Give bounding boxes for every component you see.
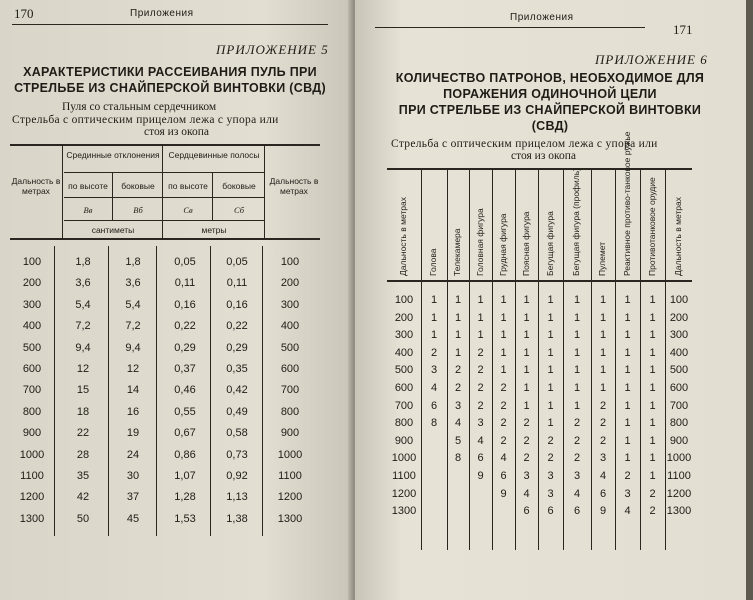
table-cell: 1100 <box>667 470 691 482</box>
column-divider <box>54 246 55 536</box>
table-cell: 800 <box>394 417 414 430</box>
table-cell: 2 <box>500 399 507 412</box>
column-header: Реактивное противо-танковое ружье <box>621 131 632 276</box>
table-cell: 2 <box>500 434 507 447</box>
table-cell: 800 <box>669 417 689 430</box>
table-cell: 1 <box>573 311 581 324</box>
table-cell: 600 <box>22 363 42 375</box>
table-cell: 2 <box>454 382 462 394</box>
table-cell: 0,37 <box>174 363 196 375</box>
column-divider <box>108 246 109 536</box>
table-cell: 1200 <box>19 491 45 504</box>
table-cell: 0,11 <box>226 277 248 290</box>
table-cell: 1 <box>477 294 484 306</box>
symbol-text: Вб <box>133 205 143 215</box>
table-cell: 400 <box>394 346 414 359</box>
table-cell: 1000 <box>391 452 417 465</box>
table-cell: 900 <box>669 434 689 447</box>
table-cell: 1100 <box>278 470 302 482</box>
table-cell: 0,16 <box>226 298 248 311</box>
column-header: Грудная фигура <box>497 213 508 276</box>
table-cell: 2 <box>477 382 484 394</box>
table-cell: 1 <box>547 346 554 359</box>
subtitle-line: Стрельба с оптическим прицелом лежа с упора или <box>12 114 279 126</box>
table-cell: 300 <box>280 298 300 311</box>
header-rule <box>12 24 328 25</box>
table-cell: 0,55 <box>174 405 196 418</box>
table-cell: 100 <box>669 294 689 306</box>
table-cell: 1,07 <box>174 470 196 482</box>
table-cell: 1 <box>454 294 462 306</box>
page-edge <box>746 0 753 600</box>
column-header: Бегущая фигура <box>544 211 555 276</box>
title-line: (СВД) <box>531 119 569 133</box>
table-cell: 1300 <box>666 505 692 518</box>
table-cell: 42 <box>76 491 90 504</box>
table-cell: 1 <box>547 311 554 324</box>
table-cell: 1,13 <box>226 491 248 504</box>
table-cell: 1 <box>454 346 462 359</box>
table-cell: 4 <box>624 505 631 518</box>
table-cell: 1100 <box>392 470 416 482</box>
table-cell: 2 <box>573 434 581 447</box>
table-cell: 35 <box>76 470 90 482</box>
table-title <box>10 64 330 96</box>
column-header: Головная фигура <box>474 208 485 276</box>
table-cell: 1 <box>573 399 581 412</box>
table-cell: 9 <box>477 470 484 482</box>
table-cell: 4 <box>573 487 581 500</box>
header-rule <box>375 27 645 28</box>
table-cell: 37 <box>126 491 140 504</box>
symbol-text: Вв <box>83 205 93 215</box>
table-cell: 800 <box>22 405 42 418</box>
table-cell: 400 <box>669 346 689 359</box>
table-cell: 1 <box>477 311 484 324</box>
table-cell: 700 <box>280 384 300 397</box>
header-range-right: Дальность в метрах <box>269 176 319 196</box>
table-cell: 1,28 <box>174 491 196 504</box>
table-cell: 5 <box>454 434 462 447</box>
appendix-label: ПРИЛОЖЕНИЕ 5 <box>216 42 329 57</box>
column-divider <box>469 170 470 550</box>
header-median: Срединные отклонения <box>66 150 160 160</box>
column-divider <box>162 146 163 238</box>
table-cell: 0,49 <box>226 405 248 418</box>
table-cell: 7,2 <box>125 320 141 333</box>
table-cell: 3 <box>547 487 554 500</box>
table-cell: 600 <box>394 382 414 394</box>
table-cell: 8 <box>454 452 462 465</box>
table-cell: 0,35 <box>226 363 248 375</box>
table-cell: 100 <box>22 256 42 268</box>
running-head: Приложения <box>510 12 574 23</box>
table-cell: 500 <box>394 364 414 377</box>
table-cell: 500 <box>22 341 42 354</box>
table-cell: 0,42 <box>226 384 248 397</box>
table-cell: 7,2 <box>75 320 91 333</box>
table-cell: 1 <box>649 434 656 447</box>
table-cell: 0,22 <box>226 320 248 333</box>
table-cell: 2 <box>430 346 438 359</box>
left-page <box>0 0 352 600</box>
table-cell: 1300 <box>19 512 45 525</box>
header-side: боковые <box>121 181 155 191</box>
table-cell: 400 <box>280 320 300 333</box>
table-cell: 1 <box>624 434 631 447</box>
column-divider <box>156 246 157 536</box>
table-cell: 0,58 <box>226 427 248 440</box>
symbol-vb <box>114 205 162 215</box>
table-cell: 1 <box>649 311 656 324</box>
table-cell: 1 <box>649 346 656 359</box>
table-cell: 1 <box>624 364 631 377</box>
table-cell: 900 <box>394 434 414 447</box>
table-cell: 4 <box>430 382 438 394</box>
table-cell: 6 <box>430 399 438 412</box>
table-cell: 45 <box>126 512 140 525</box>
subtitle-line: Пуля со стальным сердечником <box>62 101 217 113</box>
column-divider <box>112 172 113 220</box>
table-cell: 1,8 <box>125 256 141 268</box>
table-cell: 1 <box>649 452 656 465</box>
table-cell: 1 <box>454 329 462 342</box>
table-top-rule <box>10 144 320 146</box>
table-cell: 1 <box>599 364 607 377</box>
table-cell: 1 <box>599 311 607 324</box>
column-header: Дальность в метрах <box>398 197 408 276</box>
header-rule <box>64 172 264 173</box>
table-cell: 6 <box>599 487 607 500</box>
header-bottom-rule <box>10 238 320 240</box>
header-rule <box>64 220 264 221</box>
page-number: 171 <box>673 22 693 37</box>
table-cell: 1 <box>523 346 530 359</box>
table-cell: 0,92 <box>226 470 248 482</box>
table-cell: 1 <box>477 329 484 342</box>
header-side: боковые <box>222 181 256 191</box>
table-cell: 1200 <box>391 487 417 500</box>
table-cell: 200 <box>280 277 300 290</box>
table-cell: 3,6 <box>75 277 91 290</box>
table-cell: 0,46 <box>174 384 196 397</box>
table-cell: 400 <box>22 320 42 333</box>
table-cell: 1 <box>523 382 530 394</box>
table-cell: 2 <box>599 399 607 412</box>
column-header: Пулемет <box>597 241 607 276</box>
table-cell: 9,4 <box>125 341 141 354</box>
table-cell: 1 <box>649 329 656 342</box>
header-height: по высоте <box>68 181 108 191</box>
table-cell: 5,4 <box>75 298 91 311</box>
table-cell: 12 <box>76 363 90 375</box>
table-cell: 1 <box>547 399 554 412</box>
table-cell: 700 <box>669 399 689 412</box>
table-cell: 2 <box>573 417 581 430</box>
table-cell: 1 <box>624 311 631 324</box>
table-cell: 4 <box>500 452 507 465</box>
table-cell: 2 <box>477 346 484 359</box>
symbol-cb <box>214 205 264 215</box>
table-cell: 1 <box>573 364 581 377</box>
right-page <box>355 0 748 600</box>
table-cell: 100 <box>280 256 300 268</box>
table-cell: 1 <box>573 329 581 342</box>
table-cell: 700 <box>22 384 42 397</box>
column-divider <box>210 246 211 536</box>
column-header: Бегущая фигура (профиль) <box>571 167 581 276</box>
table-cell: 3 <box>430 364 438 377</box>
table-cell: 2 <box>547 452 554 465</box>
column-divider <box>262 246 263 536</box>
table-cell: 600 <box>669 382 689 394</box>
table-cell: 2 <box>649 505 656 518</box>
header-rule <box>64 197 264 198</box>
table-cell: 1200 <box>666 487 692 500</box>
table-cell: 1 <box>547 364 554 377</box>
column-divider <box>447 170 448 550</box>
column-header: Голова <box>428 248 438 276</box>
title-line: ХАРАКТЕРИСТИКИ РАССЕИВАНИЯ ПУЛЬ ПРИ <box>23 65 317 79</box>
table-cell: 1300 <box>391 505 417 518</box>
table-cell: 1 <box>649 294 656 306</box>
table-cell: 0,86 <box>174 448 196 461</box>
table-cell: 0,67 <box>174 427 196 440</box>
column-header: Поясная фигура <box>520 211 531 276</box>
table-cell: 50 <box>76 512 90 525</box>
table-cell: 6 <box>573 505 581 518</box>
table-cell: 1 <box>430 311 438 324</box>
table-cell: 1 <box>500 329 507 342</box>
table-cell: 1,53 <box>174 512 196 525</box>
table-cell: 3,6 <box>125 277 141 290</box>
table-cell: 3 <box>454 399 462 412</box>
header-bottom-rule <box>387 280 692 282</box>
table-cell: 2 <box>500 417 507 430</box>
table-cell: 0,05 <box>226 256 248 268</box>
table-cell: 1000 <box>277 448 303 461</box>
table-cell: 4 <box>523 487 530 500</box>
table-cell: 2 <box>523 452 530 465</box>
table-cell: 18 <box>76 405 90 418</box>
table-cell: 14 <box>126 384 140 397</box>
unit-cm: сантиметы <box>91 225 135 235</box>
table-cell: 4 <box>477 434 484 447</box>
table-cell: 1 <box>547 382 554 394</box>
table-cell: 1100 <box>20 470 44 482</box>
symbol-cv <box>164 205 212 215</box>
table-title <box>375 70 725 134</box>
table-cell: 2 <box>454 364 462 377</box>
header-height: по высоте <box>168 181 208 191</box>
table-cell: 1 <box>500 364 507 377</box>
title-line: ПРИ СТРЕЛЬБЕ ИЗ СНАЙПЕРСКОЙ ВИНТОВКИ <box>398 103 702 117</box>
table-cell: 3 <box>547 470 554 482</box>
table-cell: 0,29 <box>226 341 248 354</box>
table-cell: 1000 <box>19 448 45 461</box>
table-cell: 2 <box>477 399 484 412</box>
table-cell: 300 <box>669 329 689 342</box>
table-cell: 22 <box>76 427 90 440</box>
table-cell: 1 <box>624 346 631 359</box>
header-core: Сердцевинные полосы <box>168 150 260 160</box>
column-divider <box>421 170 422 550</box>
table-cell: 800 <box>280 405 300 418</box>
table-cell: 28 <box>76 448 90 461</box>
table-cell: 24 <box>126 448 140 461</box>
table-cell: 4 <box>599 470 607 482</box>
table-cell: 1 <box>573 346 581 359</box>
page-number: 170 <box>14 6 34 21</box>
table-cell: 1,8 <box>75 256 91 268</box>
column-divider <box>62 146 63 238</box>
column-header: Телекамера <box>452 228 462 276</box>
column-divider <box>212 172 213 220</box>
header-range: Дальность в метрах <box>11 176 61 196</box>
table-cell: 1 <box>624 399 631 412</box>
table-cell: 3 <box>599 452 607 465</box>
title-line: КОЛИЧЕСТВО ПАТРОНОВ, НЕОБХОДИМОЕ ДЛЯ <box>395 71 705 85</box>
table-cell: 30 <box>126 470 140 482</box>
table-cell: 1 <box>624 382 631 394</box>
table-cell: 0,11 <box>174 277 196 290</box>
table-cell: 200 <box>22 277 42 290</box>
table-cell: 1 <box>430 329 438 342</box>
subtitle-line: стоя из окопа <box>511 150 577 162</box>
unit-m: метры <box>201 225 227 235</box>
table-cell: 2 <box>599 434 607 447</box>
table-top-rule <box>387 168 692 170</box>
table-cell: 9,4 <box>75 341 91 354</box>
table-cell: 1 <box>649 470 656 482</box>
table-cell: 1 <box>523 399 530 412</box>
table-cell: 1 <box>500 311 507 324</box>
table-cell: 3 <box>477 417 484 430</box>
table-cell: 5,4 <box>125 298 141 311</box>
table-cell: 500 <box>669 364 689 377</box>
table-cell: 9 <box>599 505 607 518</box>
table-cell: 6 <box>477 452 484 465</box>
table-cell: 1 <box>454 311 462 324</box>
table-cell: 700 <box>394 399 414 412</box>
table-cell: 1,38 <box>226 512 248 525</box>
table-cell: 2 <box>523 417 530 430</box>
symbol-text: Св <box>183 205 193 215</box>
table-cell: 1 <box>547 294 554 306</box>
table-cell: 2 <box>649 487 656 500</box>
table-cell: 1 <box>523 364 530 377</box>
table-cell: 1200 <box>277 491 303 504</box>
table-cell: 1 <box>624 417 631 430</box>
table-cell: 0,73 <box>226 448 248 461</box>
table-cell: 1 <box>523 311 530 324</box>
running-head: Приложения <box>130 8 194 19</box>
table-cell: 0,05 <box>174 256 196 268</box>
column-header: Противотанковое орудие <box>646 177 657 276</box>
appendix-label: ПРИЛОЖЕНИЕ 6 <box>595 52 708 67</box>
table-cell: 1 <box>599 294 607 306</box>
title-line: СТРЕЛЬБЕ ИЗ СНАЙПЕРСКОЙ ВИНТОВКИ (СВД) <box>14 81 326 95</box>
table-cell: 6 <box>500 470 507 482</box>
table-cell: 1 <box>599 382 607 394</box>
symbol-vv <box>64 205 112 215</box>
table-cell: 0,22 <box>174 320 196 333</box>
subtitle-line: стоя из окопа <box>144 126 210 138</box>
table-cell: 3 <box>523 470 530 482</box>
table-cell: 200 <box>394 311 414 324</box>
table-cell: 1 <box>624 294 631 306</box>
table-cell: 8 <box>430 417 438 430</box>
table-cell: 1 <box>649 417 656 430</box>
table-cell: 2 <box>523 434 530 447</box>
table-cell: 1 <box>523 294 530 306</box>
table-cell: 900 <box>22 427 42 440</box>
table-cell: 0,29 <box>174 341 196 354</box>
table-cell: 2 <box>477 364 484 377</box>
table-cell: 9 <box>500 487 507 500</box>
title-line: ПОРАЖЕНИЯ ОДИНОЧНОЙ ЦЕЛИ <box>443 87 657 101</box>
table-cell: 1 <box>624 329 631 342</box>
table-cell: 1 <box>547 329 554 342</box>
table-cell: 2 <box>500 382 507 394</box>
table-cell: 1 <box>500 294 507 306</box>
table-cell: 500 <box>280 341 300 354</box>
table-cell: 1 <box>599 346 607 359</box>
table-cell: 19 <box>126 427 140 440</box>
column-header: Дальность в метрах <box>673 197 683 276</box>
table-cell: 3 <box>624 487 631 500</box>
table-cell: 2 <box>624 470 631 482</box>
table-cell: 1 <box>547 417 554 430</box>
table-cell: 1 <box>624 452 631 465</box>
table-cell: 4 <box>454 417 462 430</box>
table-cell: 1 <box>649 399 656 412</box>
table-cell: 16 <box>126 405 140 418</box>
table-cell: 2 <box>547 434 554 447</box>
table-cell: 1 <box>430 294 438 306</box>
table-cell: 6 <box>523 505 530 518</box>
table-cell: 15 <box>76 384 90 397</box>
table-cell: 1 <box>599 329 607 342</box>
table-cell: 1 <box>649 382 656 394</box>
subtitle-line: Стрельба с оптическим прицелом лежа с упора или <box>391 138 658 150</box>
table-cell: 12 <box>126 363 140 375</box>
table-cell: 6 <box>547 505 554 518</box>
table-cell: 900 <box>280 427 300 440</box>
table-cell: 0,16 <box>174 298 196 311</box>
table-cell: 1 <box>573 382 581 394</box>
table-cell: 100 <box>394 294 414 306</box>
table-cell: 1 <box>573 294 581 306</box>
table-cell: 600 <box>280 363 300 375</box>
symbol-text: Сб <box>233 205 244 215</box>
table-cell: 300 <box>394 329 414 342</box>
table-cell: 1 <box>649 364 656 377</box>
column-divider <box>264 146 265 238</box>
table-cell: 200 <box>669 311 689 324</box>
table-cell: 2 <box>573 452 581 465</box>
table-cell: 300 <box>22 298 42 311</box>
table-cell: 3 <box>573 470 581 482</box>
table-cell: 1000 <box>666 452 692 465</box>
table-cell: 1 <box>523 329 530 342</box>
table-cell: 1300 <box>277 512 303 525</box>
table-cell: 1 <box>500 346 507 359</box>
table-cell: 2 <box>599 417 607 430</box>
